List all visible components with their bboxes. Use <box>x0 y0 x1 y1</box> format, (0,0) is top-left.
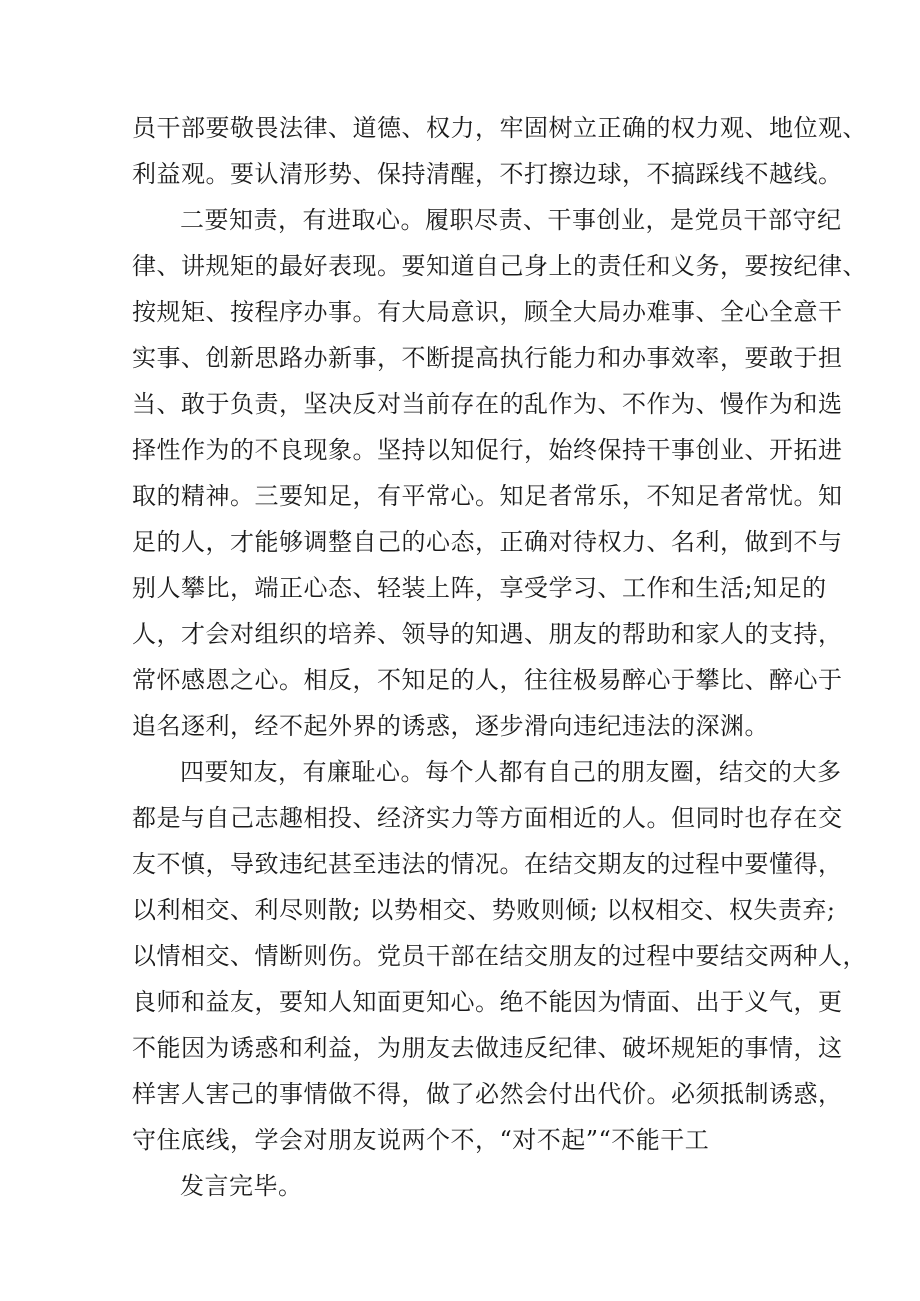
text-line: 守住底线，学会对朋友说两个不，“对不起”“不能干工 <box>132 1126 710 1154</box>
text-line: 择性作为的不良现象。坚持以知促行，始终保持干事创业、开拓进 <box>132 436 843 464</box>
text-line: 当、敢于负责，坚决反对当前存在的乱作为、不作为、慢作为和选 <box>132 390 843 418</box>
text-line: 以利相交、利尽则散; 以势相交、势败则倾; 以权相交、权失责弃; <box>132 896 836 924</box>
text-line: 实事、创新思路办新事，不断提高执行能力和办事效率，要敢于担 <box>132 344 843 372</box>
paragraph-start-line: 二要知责，有进取心。履职尽责、干事创业，是党员干部守纪 <box>180 206 842 234</box>
text-line: 员干部要敬畏法律、道德、权力，牢固树立正确的权力观、地位观、 <box>132 114 867 142</box>
paragraph-start-line: 四要知友，有廉耻心。每个人都有自己的朋友圈，结交的大多 <box>180 758 842 786</box>
text-line: 都是与自己志趣相投、经济实力等方面相近的人。但同时也存在交 <box>132 804 843 832</box>
text-line: 良师和益友，要知人知面更知心。绝不能因为情面、出于义气，更 <box>132 988 843 1016</box>
text-line: 不能因为诱惑和利益，为朋友去做违反纪律、破坏规矩的事情，这 <box>132 1034 843 1062</box>
text-line: 取的精神。三要知足，有平常心。知足者常乐，不知足者常忧。知 <box>132 482 843 510</box>
text-line: 足的人，才能够调整自己的心态，正确对待权力、名利，做到不与 <box>132 528 843 556</box>
text-line: 利益观。要认清形势、保持清醒，不打擦边球，不搞踩线不越线。 <box>132 160 843 188</box>
text-line: 样害人害己的事情做不得，做了必然会付出代价。必须抵制诱惑， <box>132 1080 843 1108</box>
text-line: 别人攀比，端正心态、轻装上阵，享受学习、工作和生活;知足的 <box>132 574 827 602</box>
text-line: 友不慎，导致违纪甚至违法的情况。在结交期友的过程中要懂得， <box>132 850 843 878</box>
text-line: 按规矩、按程序办事。有大局意识，顾全大局办难事、全心全意干 <box>132 298 843 326</box>
text-line: 追名逐利，经不起外界的诱惑，逐步滑向违纪违法的深渊。 <box>132 712 769 740</box>
text-line: 以情相交、情断则伤。党员干部在结交朋友的过程中要结交两种人， <box>132 942 867 970</box>
closing-line: 发言完毕。 <box>180 1172 303 1200</box>
text-line: 常怀感恩之心。相反，不知足的人，往往极易醉心于攀比、醉心于 <box>132 666 843 694</box>
text-line: 律、讲规矩的最好表现。要知道自己身上的责任和义务，要按纪律、 <box>132 252 867 280</box>
text-line: 人，才会对组织的培养、领导的知遇、朋友的帮助和家人的支持， <box>132 620 843 648</box>
